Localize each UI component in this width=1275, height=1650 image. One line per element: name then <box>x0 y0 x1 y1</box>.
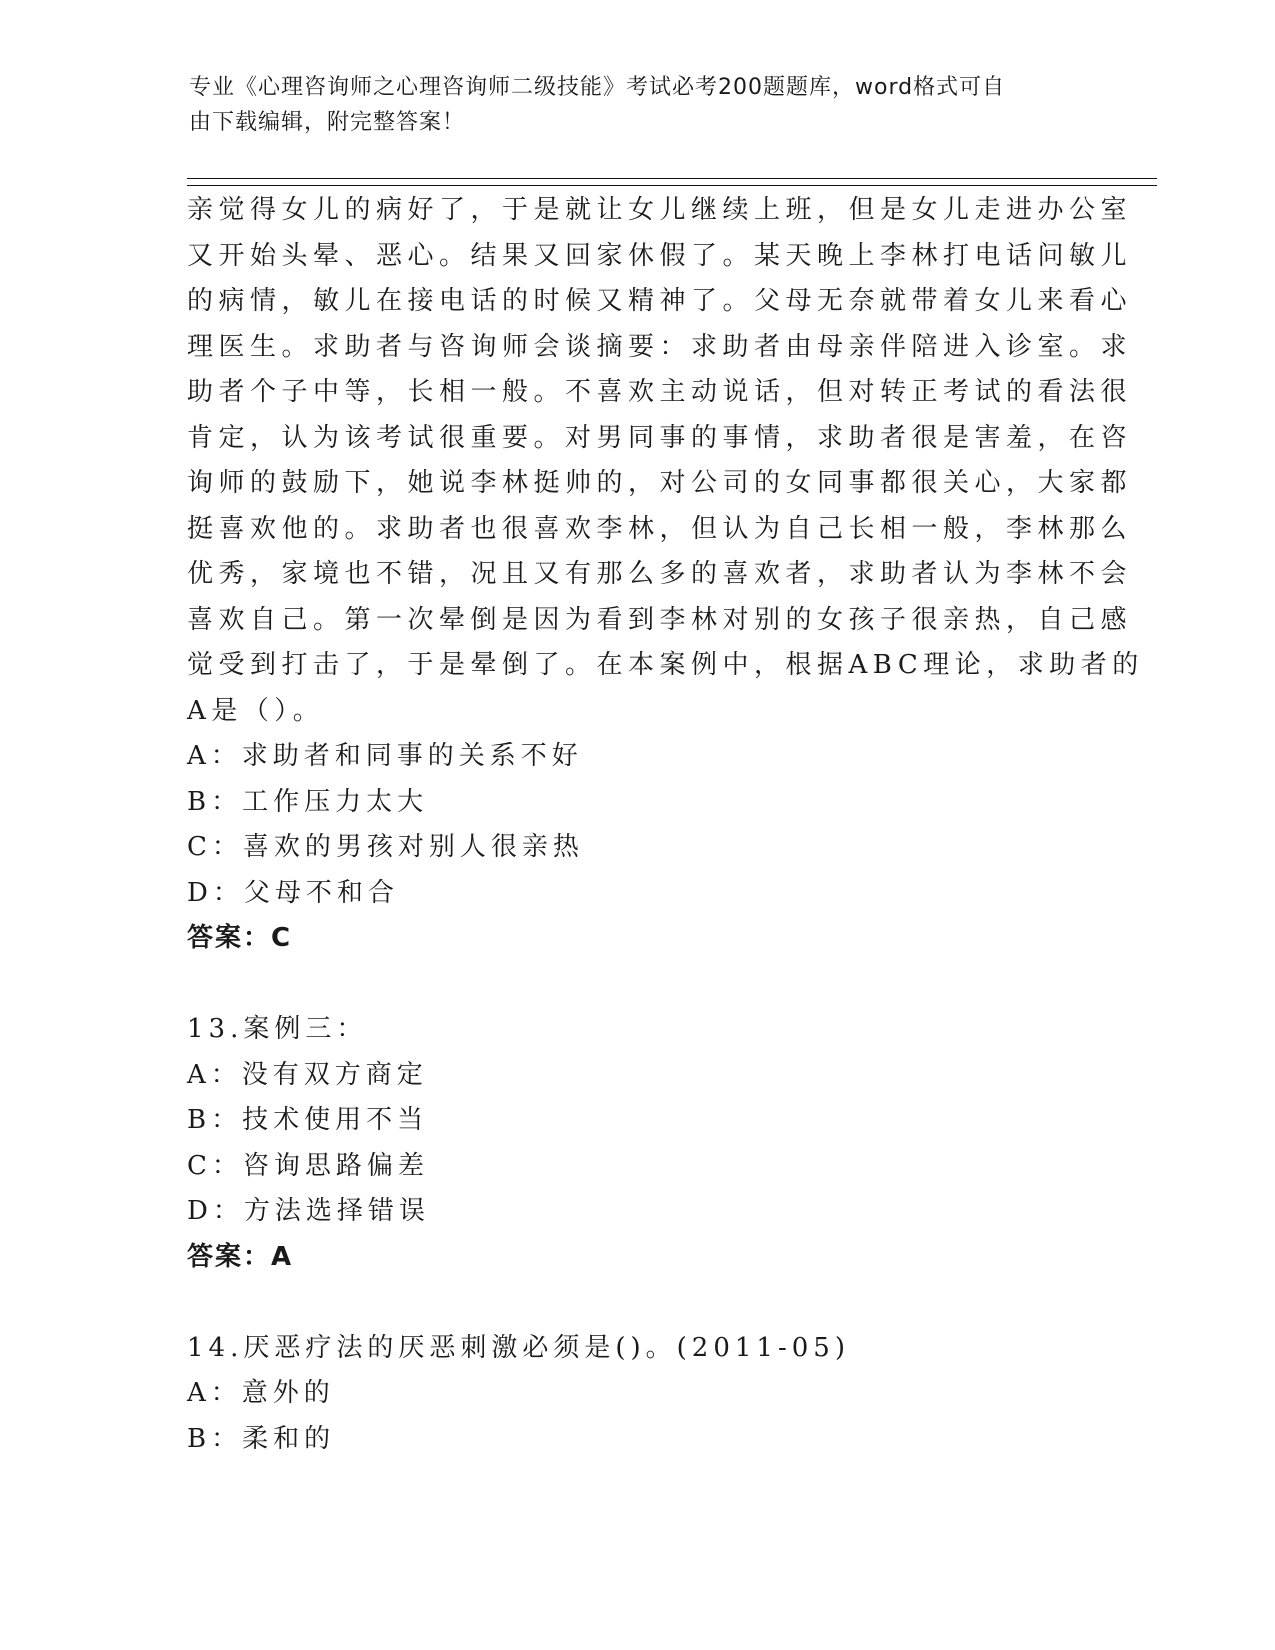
option-b: B：工作压力太大 <box>187 786 429 817</box>
passage-line: 亲觉得女儿的病好了，于是就让女儿继续上班，但是女儿走进办公室 <box>187 195 1133 225</box>
passage-line: 的病情，敏儿在接电话的时候又精神了。父母无奈就带着女儿来看心 <box>187 286 1133 316</box>
question-13-title: 13.案例三： <box>187 1014 368 1044</box>
question-12-passage <box>187 188 1144 734</box>
question-14-options <box>187 1371 1087 1462</box>
option-c: C：咨询思路偏差 <box>187 1150 429 1181</box>
passage-line: 理医生。求助者与咨询师会谈摘要：求助者由母亲伴陪进入诊室。求 <box>187 331 1133 362</box>
option-c: C：喜欢的男孩对别人很亲热 <box>187 832 584 862</box>
question-14-title: 14.厌恶疗法的厌恶刺激必须是()。(2011-05) <box>187 1332 850 1363</box>
passage-line: 肯定，认为该考试很重要。对男同事的事情，求助者很是害羞，在咨 <box>187 422 1133 453</box>
passage-line: 又开始头晕、恶心。结果又回家休假了。某天晚上李林打电话问敏儿 <box>187 240 1133 271</box>
option-d: D：方法选择错误 <box>187 1196 430 1226</box>
passage-line: 觉受到打击了，于是晕倒了。在本案例中，根据ABC理论，求助者的 <box>187 650 1144 680</box>
header-divider <box>187 178 1157 186</box>
option-b: B：柔和的 <box>187 1423 336 1454</box>
page-header <box>189 70 1069 140</box>
question-13-options <box>187 1053 1087 1235</box>
passage-line: 助者个子中等，长相一般。不喜欢主动说话，但对转正考试的看法很 <box>187 377 1133 407</box>
option-b: B：技术使用不当 <box>187 1105 429 1135</box>
option-a: A：求助者和同事的关系不好 <box>187 741 583 771</box>
spacer <box>187 962 1087 1008</box>
header-line-1: 专业《心理咨询师之心理咨询师二级技能》考试必考200题题库，word格式可自 <box>189 75 1006 100</box>
option-d: D：父母不和合 <box>187 877 399 908</box>
spacer <box>187 1280 1087 1326</box>
question-12-options <box>187 734 1087 916</box>
document-body <box>187 188 1144 1462</box>
passage-line: 喜欢自己。第一次晕倒是因为看到李林对别的女孩子很亲热，自己感 <box>187 604 1133 635</box>
header-line-2: 由下载编辑，附完整答案！ <box>189 110 466 135</box>
passage-line: 询师的鼓励下，她说李林挺帅的，对公司的女同事都很关心，大家都 <box>187 468 1133 498</box>
passage-line: A是（）。 <box>187 695 325 726</box>
passage-line: 优秀，家境也不错，况且又有那么多的喜欢者，求助者认为李林不会 <box>187 559 1133 589</box>
option-a: A：意外的 <box>187 1378 335 1408</box>
option-a: A：没有双方商定 <box>187 1059 428 1090</box>
passage-line: 挺喜欢他的。求助者也很喜欢李林，但认为自己长相一般，李林那么 <box>187 513 1133 544</box>
answer-13: 答案：A <box>187 1241 294 1272</box>
answer-12: 答案：C <box>187 923 293 953</box>
